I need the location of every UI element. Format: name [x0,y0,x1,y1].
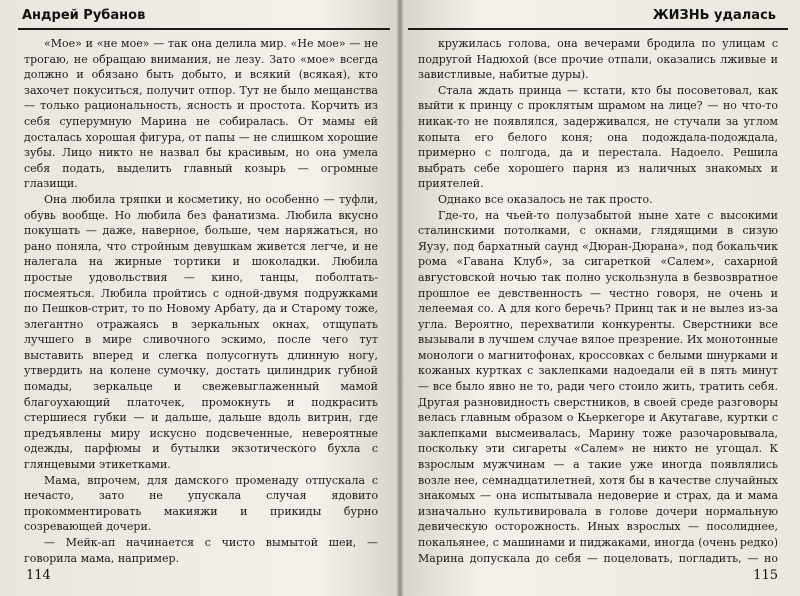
paragraph: Где-то, на чьей-то полузабытой ныне хате с высокими сталинскими потолками, с окнами, глядящими в сизую Яузу, под бархатный саунд «Дюран-Дюрана», под бокальчик рома «Гавана Клуб», за сигареткой «Салем», сахарной августовской ночью так полно ускользнула в безвозвратное прошлое ее девственность — честно говоря, не очень и лелеемая со. А для кого беречь? Принц так и не вылез из-за угла. Вероятно, перехватили конкуренты. Сверстники все вызывали в лучшем случае вялое презрение. Их монотонные монологи о магнитофонах, кроссовках с белыми шнурками и кожаных куртках с заклепками надоедали ей в пять минут — все было явно не то, ради чего стоило жить, тратить себя. Другая разновидность сверстников, в своей среде разговоры велась главным образом о Кьеркегоре и Акутагаве, куртки с заклепками высмеивалась, Марину тоже разочаровывала, поскольку эти сигареты «Салем» не никто не угощал. К взрослым мужчинам — а такие уже иногда появлялись возле нее, семнадцатилетней, хотя бы в качестве случайных знакомых — она испытывала недоверие и страх, да и мама изначально культивировала в голове дочери нормальную девическую осторожность. Иных взрослых — посолиднее, покальянее, с машинами и пиджаками, иногда (очень редко) Марина допускала до себя — поцеловать, погладить, — но [418,208,778,565]
paragraph: Она любила тряпки и косметику, но особенно — туфли, обувь вообще. Но любила без фанатизма. Любила вкусно покушать — даже, наверное, больше, чем наряжаться, но рано поняла, что стройным девушкам живется легче, и не налегала на жирные тортики и шоколадки. Любила простые удовольствия — кино, танцы, поболтать-посмеяться. Любила пройтись с одной-двумя подружками по Пешков-стрит, то по Новому Арбату, да и Старому тоже, элегантно отражаясь в зеркальных окнах, отщупать лучшего в мире сливочного эскимо, после чего тут выставить вперед и слегка полусогнуть длинную ногу, утвердить на колене сумочку, достать цилиндрик губной помады, зеркальце и свежевыглаженный мамой благоухающий платочек, промокнуть и подкрасить стершиеся губки — и дальше, дальше вдоль витрин, где предъявлены миру искусно подсвеченные, невероятные одежды, парфюмы и бутылки экзотического бухла с глянцевыми этикетками. [24,192,378,472]
page-number: 114 [26,568,51,583]
header-rule [18,28,390,30]
running-header-title: ЖИЗНЬ удалась [652,8,776,23]
paragraph: кружилась голова, она вечерами бродила по улицам с подругой Надюхой (все прочие отпали, оказались лживые и завистливые, набитые дуры). [418,37,778,82]
page-number: 115 [753,568,778,583]
header-rule [408,28,788,30]
right-page [400,0,800,596]
paragraph: Мама, впрочем, для дамского променаду отпускала с нечасто, зато не упускала случая ядовито прокомментировать макияжи и прикиды бурно созревающей дочери. [24,473,378,534]
paragraph: — Мейк-ап начинается с чисто вымытой шеи, — говорила мама, например. [24,536,378,565]
running-header-author: Андрей Рубанов [22,8,146,23]
paragraph: Стала ждать принца — кстати, кто бы посоветовал, как выйти к принцу с проклятым шрамом на лице? — но что-то никак-то не появлялся, задерживался, не стучали за углом копыта его белого коня; она подождала-подождала, примерно с полгода, да и перестала. Надоело. Решила выбрать себе хорошего парня из наличных знакомых и приятелей. [418,83,778,191]
paragraph: Однако все оказалось не так просто. [438,192,653,206]
right-page-text [418,36,778,566]
left-page-text [24,36,378,566]
paragraph: «Мое» и «не мое» — так она делила мир. «Не мое» — не трогаю, не обращаю внимания, не лезу. Зато «мое» всегда должно и обязано быть добыто, и всякий (всякая), кто захочет покуситься, получит отпор. Тут не было мещанства — только рациональность, ясность и простота. Корчить из себя суперумную Марина не собиралась. От мамы ей досталась хорошая фигура, от папы — не слишком хорошие зубы. Лицо никто не назвал бы красивым, но она умела себя подать, выделить главный козырь — огромные глазищи. [24,37,378,191]
